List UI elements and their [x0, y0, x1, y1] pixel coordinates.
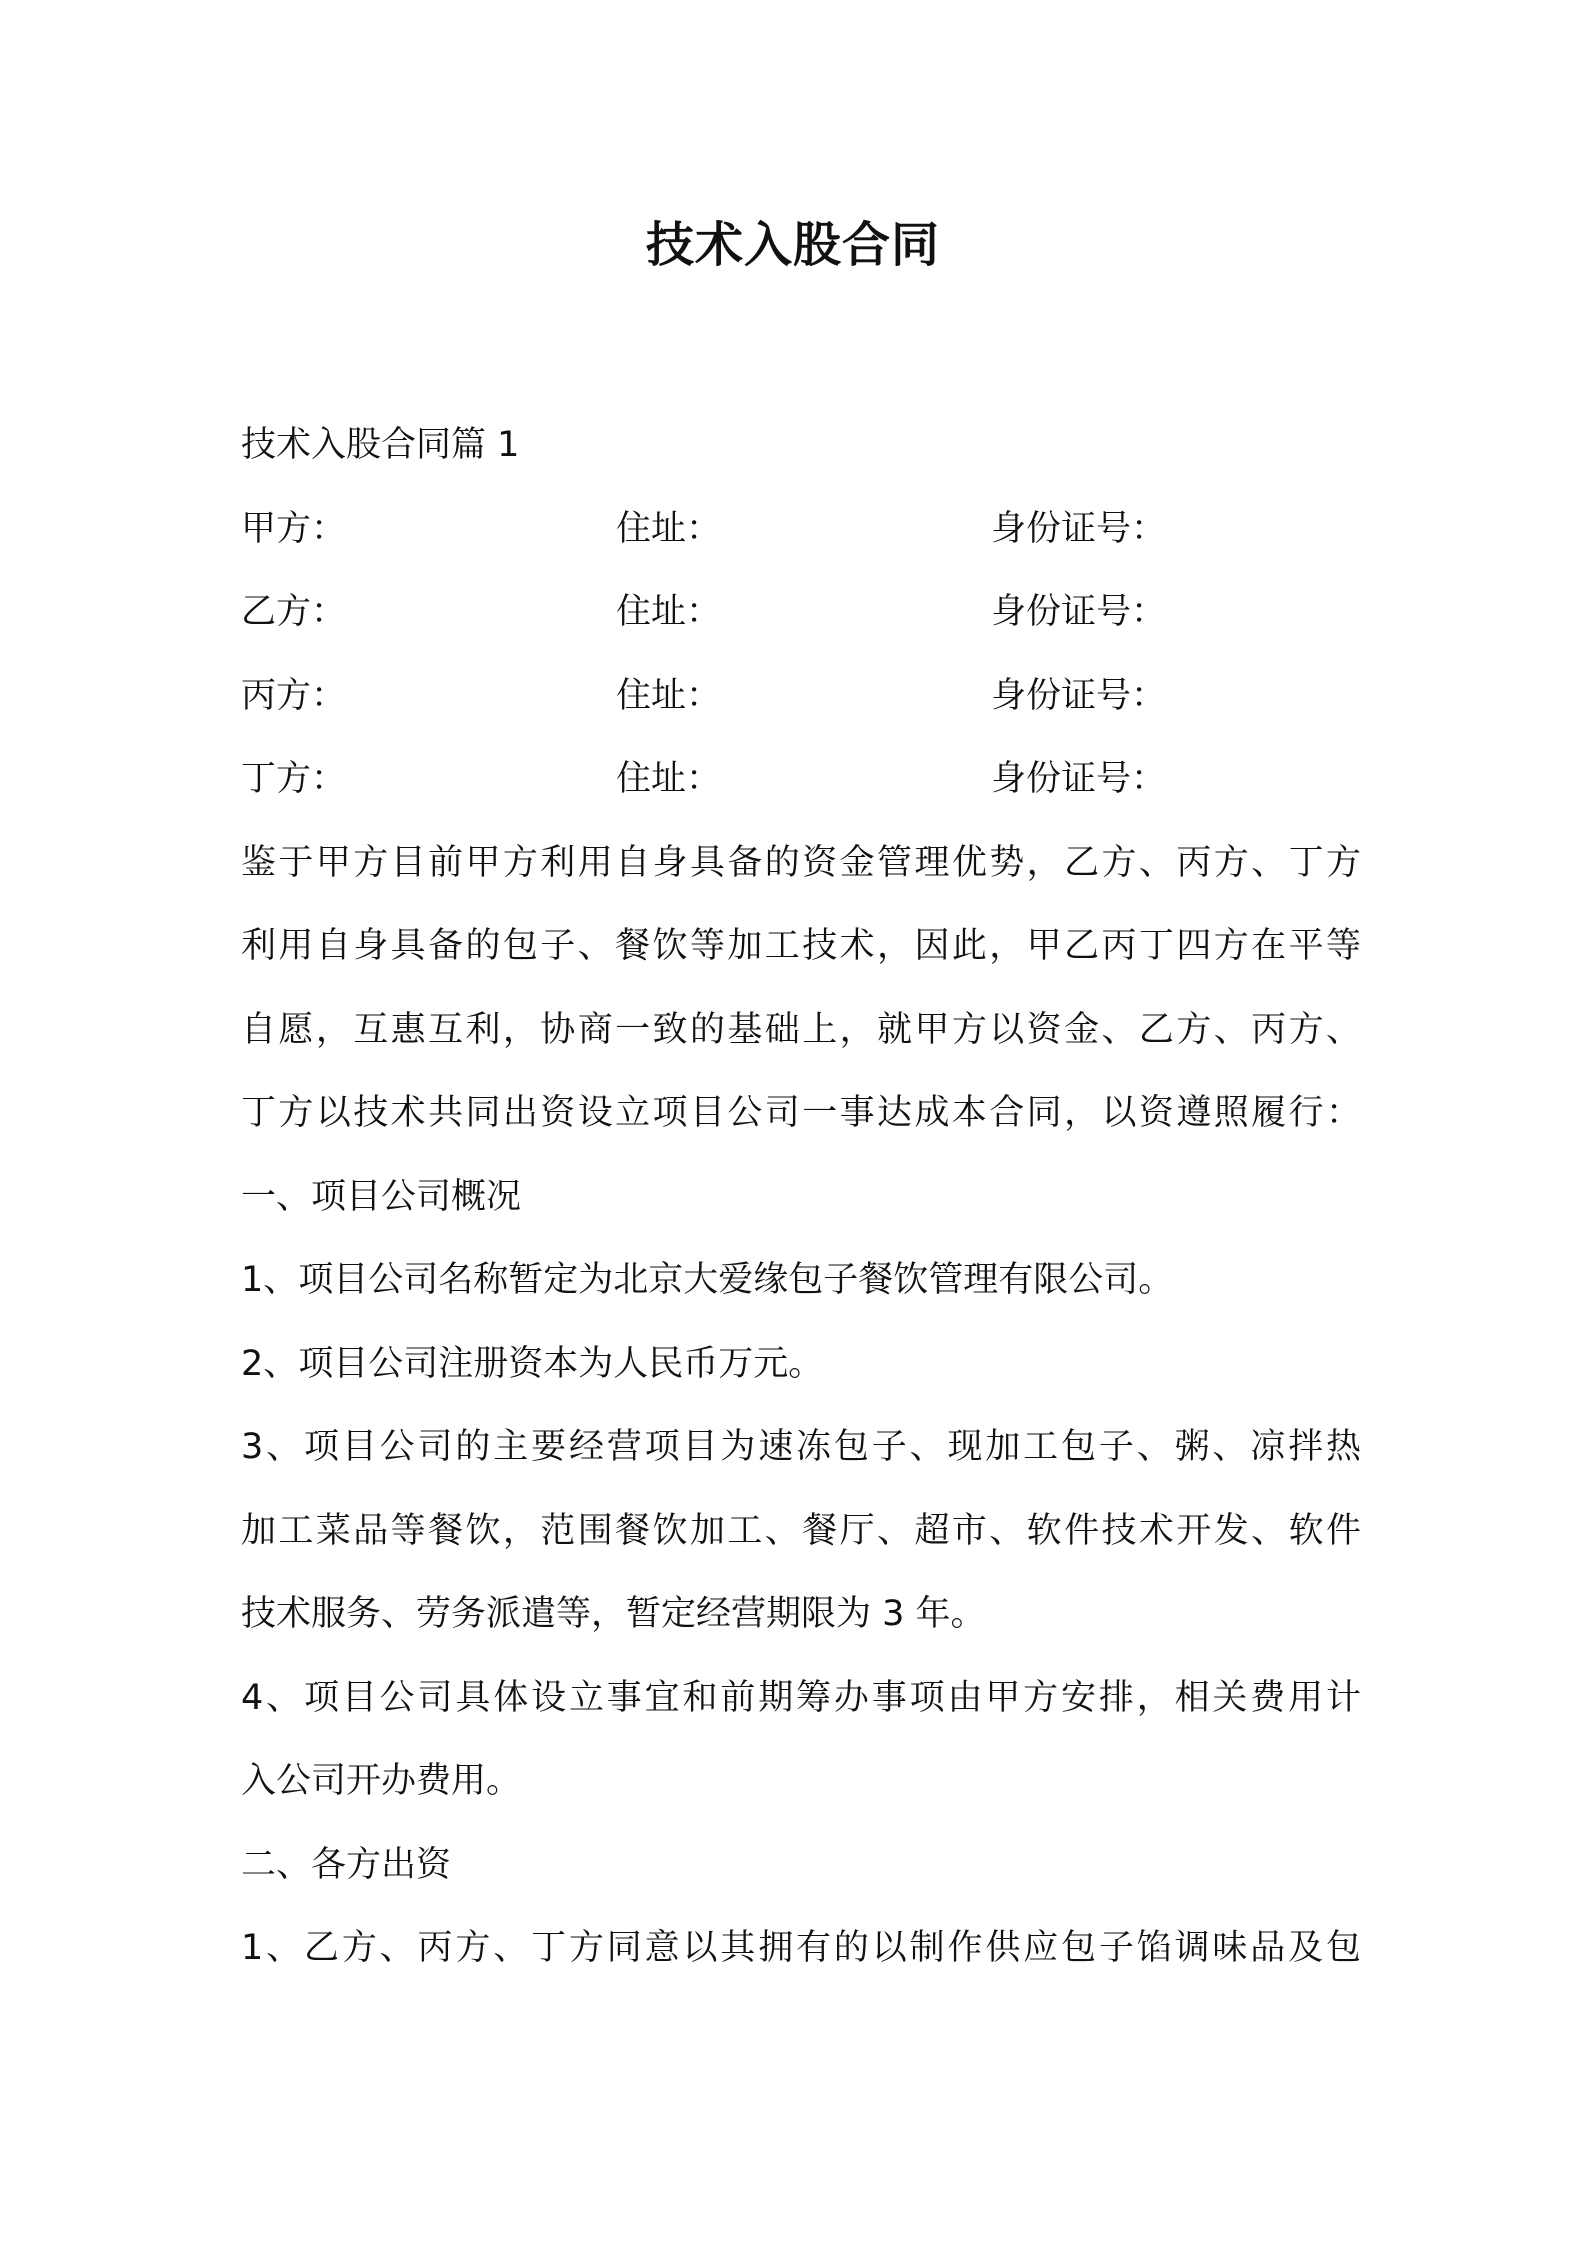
address-label: 住址：: [616, 592, 722, 632]
section-1-item-1: 1、项目公司名称暂定为北京大爱缘包子餐饮管理有限公司。: [241, 1260, 1174, 1300]
section-1-item-4-line: 入公司开办费用。: [241, 1761, 522, 1801]
section-2-heading: 二、各方出资: [241, 1844, 452, 1885]
address-label: 住址：: [616, 759, 722, 799]
preamble-line: 自愿，互惠互利，协商一致的基础上，就甲方以资金、乙方、丙方、: [241, 1009, 1361, 1050]
party-row-bing: [241, 655, 1361, 739]
section-1-item-4-line: 4、项目公司具体设立事宜和前期筹办事项由甲方安排，相关费用计: [241, 1677, 1361, 1718]
party-row-jia: [241, 488, 1361, 572]
preamble-line: 鉴于甲方目前甲方利用自身具备的资金管理优势，乙方、丙方、丁方: [241, 842, 1361, 883]
section-1-item-3-line: 3、项目公司的主要经营项目为速冻包子、现加工包子、粥、凉拌热: [241, 1427, 1361, 1467]
id-label: 身份证号：: [991, 759, 1167, 799]
document-subtitle: 技术入股合同篇 1: [241, 425, 520, 465]
document-body: [241, 404, 1361, 1991]
preamble-line: 丁方以技术共同出资设立项目公司一事达成本合同，以资遵照履行：: [241, 1093, 1361, 1133]
preamble-line: 利用自身具备的包子、餐饮等加工技术，因此，甲乙丙丁四方在平等: [241, 926, 1361, 966]
address-label: 住址：: [616, 675, 722, 716]
party-label: 乙方：: [241, 592, 347, 632]
document-title: 技术入股合同: [645, 217, 940, 273]
party-label: 丙方：: [241, 675, 347, 716]
section-1-item-3-line: 加工菜品等餐饮，范围餐饮加工、餐厅、超市、软件技术开发、软件: [241, 1510, 1361, 1551]
party-label: 甲方：: [241, 508, 347, 549]
id-label: 身份证号：: [991, 592, 1167, 632]
section-1-heading: 一、项目公司概况: [241, 1176, 522, 1217]
section-1-item-2: 2、项目公司注册资本为人民币万元。: [241, 1343, 824, 1384]
party-row-yi: [241, 571, 1361, 655]
party-label: 丁方：: [241, 759, 347, 799]
party-row-ding: [241, 738, 1361, 822]
section-1-item-3-line: 技术服务、劳务派遣等，暂定经营期限为 3 年。: [241, 1594, 986, 1634]
section-2-item-1-line: 1、乙方、丙方、丁方同意以其拥有的以制作供应包子馅调味品及包: [241, 1928, 1361, 1968]
id-label: 身份证号：: [991, 508, 1167, 549]
address-label: 住址：: [616, 508, 722, 549]
id-label: 身份证号：: [991, 675, 1167, 716]
